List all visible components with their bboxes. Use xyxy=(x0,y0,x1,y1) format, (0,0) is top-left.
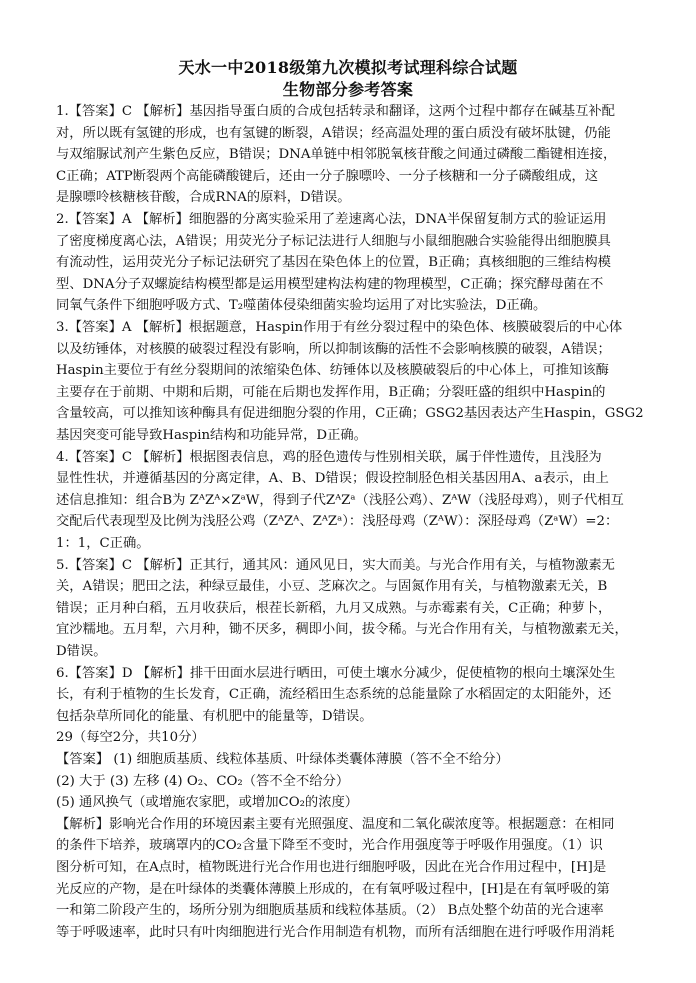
text-line: 同氧气条件下细胞呼吸方式、T₂噬菌体侵染细菌实验均运用了对比实验法，D正确。 xyxy=(56,298,547,314)
text-line: 2.【答案】A 【解析】细胞器的分离实验采用了差速离心法，DNA半保留复制方式的验证运用 xyxy=(56,212,607,227)
text-line: 6.【答案】D 【解析】排干田面水层进行晒田，可使土壤水分减少，促使植物的根向土壤深处生 xyxy=(56,665,616,681)
text-line: 对，所以既有氢键的形成，也有氢键的断裂，A错误；经高温处理的蛋白质没有破坏肽键，仍能 xyxy=(56,125,611,141)
text-line: Haspin主要位于有丝分裂期间的浓缩染色体、纺锤体以及核膜破裂后的中心体上，可推知该酶 xyxy=(56,363,609,379)
text-line: 1：1，C正确。 xyxy=(56,536,150,551)
text-line: 显性性状，并遵循基因的分离定律，A、B、D错误；假设控制胫色相关基因用A、a表示，由上 xyxy=(56,471,609,487)
text-line: 1.【答案】C 【解析】基因指导蛋白质的合成包括转录和翻译，这两个过程中都存在碱基互补配 xyxy=(56,104,615,119)
text-line: 包括杂草所同化的能量、有机肥中的能量等，D错误。 xyxy=(56,708,373,724)
text-line: 交配后代表现型及比例为浅胫公鸡（ZᴬZᴬ、ZᴬZᵃ）：浅胫母鸡（ZᴬW）：深胫母鸡（ZᵃW）=2： xyxy=(56,514,619,530)
text-line: 等于呼吸速率，此时只有叶肉细胞进行光合作用制造有机物，而所有活细胞在进行呼吸作用消耗 xyxy=(56,924,615,940)
text-line: 关，A错误；肥田之法，种绿豆最佳，小豆、芝麻次之。与固氮作用有关，与植物激素无关，B xyxy=(56,579,608,595)
text-line: 含量较高，可以推知该种酶具有促进细胞分裂的作用，C正确；GSG2基因表达产生Haspin，GSG2 xyxy=(56,406,644,422)
text-line: 5.【答案】C 【解析】正其行，通其风：通风见日，实大而美。与光合作用有关，与植物激素无 xyxy=(56,557,615,573)
text-line: 主要存在于前期、中期和后期，可能在后期也发挥作用，B正确；分裂旺盛的组织中Haspin的 xyxy=(56,384,606,400)
text-line: 与双缩脲试剂产生紫色反应，B错误；DNA单链中相邻脱氧核苷酸之间通过磷酸二酯键相连接， xyxy=(56,147,617,163)
text-line: 【解析】影响光合作用的环境因素主要有光照强度、温度和二氧化碳浓度等。根据题意：在相同 xyxy=(56,816,615,832)
text-line: 光反应的产物，是在叶绿体的类囊体薄膜上形成的，在有氧呼吸过程中，[H]是在有氧呼吸的第 xyxy=(56,881,610,897)
text-line: 基因突变可能导致Haspin结构和功能异常，D正确。 xyxy=(56,428,367,443)
text-line: 述信息推知：组合B为 ZᴬZᴬ×ZᵃW，得到子代ZᴬZᵃ（浅胫公鸡）、ZᴬW（浅胫母鸡），则子代相互 xyxy=(56,492,624,508)
text-line: 有流动性，运用荧光分子标记法研究了基因在染色体上的位置，B正确；真核细胞的三维结构模 xyxy=(56,255,611,271)
text-line: 型、DNA分子双螺旋结构模型都是运用模型建构法构建的物理模型，C正确；探究酵母菌在不 xyxy=(56,276,604,292)
text-line: 一和第二阶段产生的，场所分别为细胞质基质和线粒体基质。（2） B点处整个幼苗的光合速率 xyxy=(56,903,604,919)
text-line: D错误。 xyxy=(56,644,107,659)
text-line: (2) 大于 (3) 左移 (4) O₂、CO₂（答不全不给分） xyxy=(56,773,350,789)
document-subtitle: 生物部分参考答案 xyxy=(282,80,414,99)
text-line: 图分析可知，在A点时，植物既进行光合作用也进行细胞呼吸，因此在光合作用过程中，[H]是 xyxy=(56,860,607,875)
text-line: 以及纺锤体，对核膜的破裂过程没有影响，所以抑制该酶的活性不会影响核膜的破裂，A错误； xyxy=(56,341,611,357)
text-line: 宜沙糯地。五月犁，六月种，锄不厌多，稠即小间，拔令稀。与光合作用有关，与植物激素无关， xyxy=(56,622,628,638)
text-line: 错误；正月种白稻，五月收获后，根茬长新稻，九月又成熟。与赤霉素有关，C正确；种萝卜， xyxy=(56,600,612,616)
text-line: (5) 通风换气（或增施农家肥，或增加CO₂的浓度） xyxy=(56,795,359,811)
text-line: 3.【答案】A 【解析】根据题意，Haspin作用于有丝分裂过程中的染色体、核膜破裂后的中心体 xyxy=(56,320,623,335)
text-line: 4.【答案】C 【解析】根据图表信息，鸡的胫色遗传与性别相关联，属于伴性遗传，且浅胫为 xyxy=(56,449,602,465)
text-line: 【答案】 (1) 细胞质基质、线粒体基质、叶绿体类囊体薄膜（答不全不给分） xyxy=(56,752,509,767)
text-line: 是腺嘌呤核糖核苷酸，合成RNA的原料，D错误。 xyxy=(56,190,351,206)
text-line: 29（每空2分，共10分） xyxy=(56,730,205,746)
text-line: 的条件下培养，玻璃罩内的CO₂含量下降至不变时，光合作用强度等于呼吸作用强度。（1）识 xyxy=(56,838,603,854)
text-line: 了密度梯度离心法，A错误；用荧光分子标记法进行人细胞与小鼠细胞融合实验能得出细胞膜具 xyxy=(56,233,611,249)
text-line: C正确；ATP断裂两个高能磷酸键后，还由一分子腺嘌呤、一分子核糖和一分子磷酸组成，这 xyxy=(56,168,599,184)
text-line: 长，有利于植物的生长发育，C正确，流经稻田生态系统的总能量除了水稻固定的太阳能外，还 xyxy=(56,687,612,703)
document-title: 天水一中2018级第九次模拟考试理科综合试题 xyxy=(178,58,518,77)
